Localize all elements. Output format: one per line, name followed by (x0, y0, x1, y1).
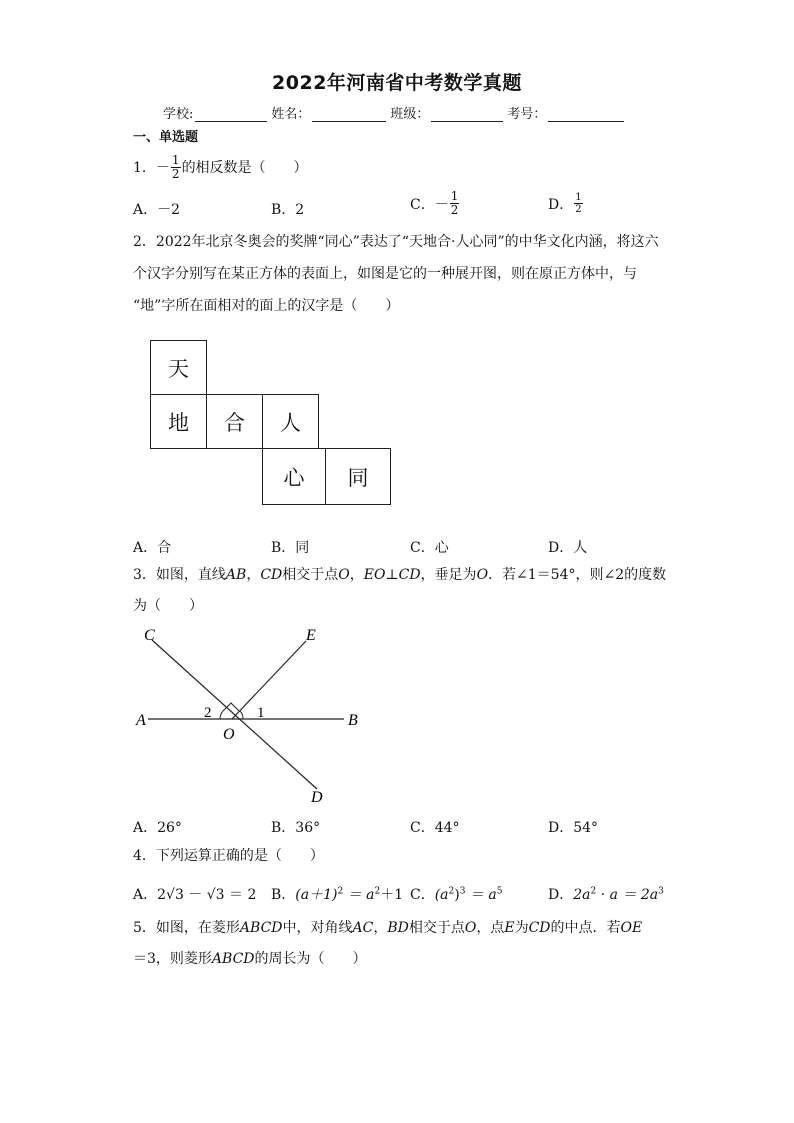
q3-cd-2: CD (398, 567, 421, 583)
q4-option-c[interactable] (410, 884, 502, 904)
q2-line-2: 个汉字分别写在某正方体的表面上，如图是它的一种展开图，则在原正方体中，与 (133, 266, 637, 282)
q3-option-d[interactable]: D．54° (548, 820, 599, 836)
q4-b-prefix: B． (271, 887, 296, 903)
q1-option-c-den: 2 (450, 203, 459, 217)
page-title: 2022年河南省中考数学真题 (272, 72, 522, 94)
q5-line-1 (133, 921, 642, 935)
q3-o: O (338, 567, 350, 583)
q3-text-d: ， (349, 567, 364, 583)
q5-text-a: 5．如图，在菱形 (133, 920, 240, 936)
q4-d-mid: · a ＝ 2a (596, 887, 659, 903)
q3-eo: EO (363, 567, 386, 583)
q4-c-rest: ＝ a (465, 887, 497, 903)
line-cd (152, 640, 317, 789)
label-b: B (348, 712, 358, 729)
q4-c-prefix: C． (410, 887, 435, 903)
q4-d-left: 2a (573, 887, 591, 903)
q3-text-f: ．若∠1＝54°，则∠2的度数 (488, 567, 667, 583)
net-face-he: 合 (206, 394, 263, 449)
q1-option-d-den: 2 (575, 204, 582, 215)
q2-option-d[interactable]: D．人 (548, 540, 588, 556)
q5-cd: CD (528, 920, 551, 936)
q4-d-exp: 2 (590, 886, 597, 897)
label-d: D (311, 789, 323, 806)
q3-text-a: 3．如图，直线 (133, 567, 226, 583)
label-a: A (136, 712, 146, 729)
q1-text: 的相反数是（ ） (181, 159, 308, 176)
q3-cd: CD (260, 567, 283, 583)
q4-option-b[interactable] (271, 884, 403, 904)
ray-oe (232, 641, 306, 719)
q1-minus: － (155, 159, 170, 176)
q4-c-close: ) (454, 887, 460, 903)
q5-text-b: 中，对角线 (282, 920, 353, 936)
q4-d-prefix: D． (548, 887, 574, 903)
net-face-tian: 天 (150, 340, 207, 395)
q2-option-c[interactable]: C．心 (410, 540, 449, 556)
net-face-ren: 人 (262, 394, 319, 449)
label-e: E (306, 627, 316, 644)
q3-ab: AB (225, 567, 247, 583)
net-face-di: 地 (150, 394, 207, 449)
q5-o: O (464, 920, 477, 936)
q3-text-c: 相交于点 (282, 567, 339, 583)
angle-2-arc (220, 711, 223, 719)
label-angle-1: 1 (257, 705, 265, 721)
q5-text-e: ，点 (476, 920, 505, 936)
q3-option-c[interactable]: C．44° (410, 820, 460, 836)
q4-b-rest: ＝ a (343, 887, 375, 903)
q5-line2-abcd: ABCD (211, 951, 255, 967)
q1-option-a[interactable]: A．－2 (133, 202, 181, 218)
exam-number-label: 考号： (507, 107, 547, 122)
q4-c-exp: 3 (459, 886, 466, 897)
q1-number: 1． (133, 159, 156, 176)
q5-text-f: 为 (514, 920, 529, 936)
label-o: O (223, 726, 235, 743)
q3-o-2: O (476, 567, 489, 583)
school-label: 学校: (163, 107, 194, 122)
q3-line-2: 为（ ） (133, 598, 203, 614)
class-label: 班级： (390, 107, 430, 122)
q4-b-base: (a＋1) (295, 887, 338, 903)
q3-text-b: ， (246, 567, 261, 583)
q3-option-b[interactable]: B．36° (271, 820, 321, 836)
q3-text-e: ，垂足为 (420, 567, 477, 583)
q3-perp: ⊥ (385, 567, 399, 583)
q5-oe: OE (620, 920, 643, 936)
q1-option-d-num: 1 (575, 192, 582, 203)
q4-c-exp2: 5 (496, 886, 503, 897)
q2-line-3: “地”字所在面相对的面上的汉字是（ ） (133, 298, 400, 314)
net-face-xin: 心 (262, 448, 326, 505)
q4-b-exp2: 2 (374, 886, 381, 897)
q1-frac-num: 1 (171, 153, 180, 167)
q4-b-tail: ＋1 (380, 887, 404, 903)
q4-c-exp-in: 2 (448, 886, 455, 897)
q4-stem: 4．下列运算正确的是（ ） (133, 848, 324, 864)
q1-option-d-prefix: D． (548, 196, 574, 213)
q4-option-d[interactable] (548, 884, 664, 904)
q5-text-g: 的中点．若 (550, 920, 621, 936)
q1-frac-den: 2 (171, 167, 180, 181)
q5-text-c: ， (373, 920, 388, 936)
q5-line-2 (133, 952, 367, 966)
q1-option-c-prefix: C．－ (410, 196, 449, 213)
q5-e: E (504, 920, 515, 936)
q4-b-exp: 2 (337, 886, 344, 897)
q4-c-base: (a (434, 887, 449, 903)
label-angle-2: 2 (204, 705, 212, 721)
q5-text-d: 相交于点 (408, 920, 465, 936)
section-heading: 一、单选题 (133, 130, 199, 145)
q5-bd: BD (387, 920, 409, 936)
q5-line2-a: ＝3，则菱形 (133, 951, 212, 967)
q4-d-exp2: 3 (658, 886, 664, 897)
q2-line-1: 2．2022年北京冬奥会的奖牌“同心”表达了“天地合·人心同”的中华文化内涵，将这六 (133, 234, 659, 250)
q1-option-c-num: 1 (450, 189, 459, 203)
angle-1-arc (240, 711, 243, 719)
q4-option-a[interactable]: A．2√3 － √3 ＝ 2 (133, 887, 257, 903)
q5-ac: AC (352, 920, 374, 936)
net-face-tong: 同 (325, 448, 391, 505)
q5-abcd: ABCD (239, 920, 283, 936)
q3-option-a[interactable]: A．26° (133, 820, 182, 836)
name-label: 姓名： (271, 107, 311, 122)
q5-line2-b: 的周长为（ ） (254, 951, 367, 967)
q2-option-a[interactable]: A．合 (133, 540, 172, 556)
q1-option-b[interactable]: B．2 (271, 202, 305, 218)
label-c: C (144, 627, 155, 644)
q2-option-b[interactable]: B．同 (271, 540, 310, 556)
